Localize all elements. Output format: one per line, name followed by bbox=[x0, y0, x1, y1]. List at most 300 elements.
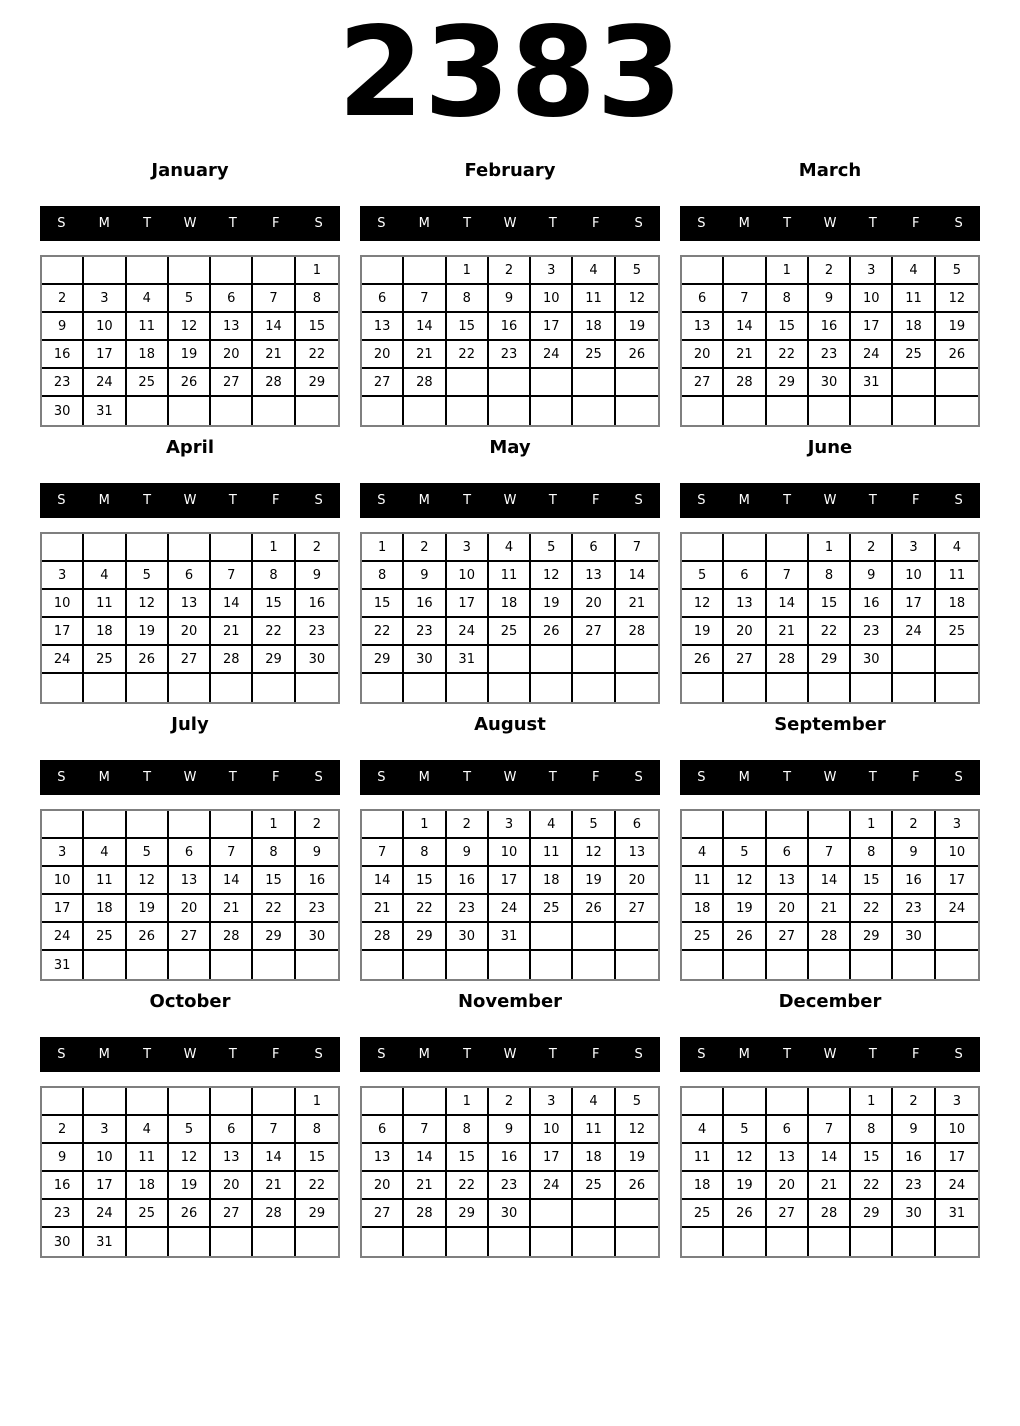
day-cell bbox=[127, 1228, 169, 1256]
day-cell: 6 bbox=[362, 1116, 404, 1144]
day-cell: 3 bbox=[936, 811, 978, 839]
weekday-header bbox=[680, 1037, 980, 1072]
day-cell bbox=[573, 1200, 615, 1228]
day-cell bbox=[84, 1088, 126, 1116]
day-cell: 31 bbox=[851, 369, 893, 397]
day-cell bbox=[42, 534, 84, 562]
day-cell: 10 bbox=[893, 562, 935, 590]
weekday-label: F bbox=[271, 216, 280, 231]
day-cell bbox=[682, 257, 724, 285]
month-title: April bbox=[165, 437, 215, 458]
day-cell bbox=[616, 1228, 658, 1256]
day-cell: 25 bbox=[573, 341, 615, 369]
day-cell bbox=[404, 257, 446, 285]
day-cell: 14 bbox=[211, 867, 253, 895]
day-cell: 30 bbox=[893, 1200, 935, 1228]
day-cell bbox=[682, 951, 724, 979]
day-cell bbox=[404, 397, 446, 425]
day-cell: 11 bbox=[682, 1144, 724, 1172]
day-cell: 25 bbox=[84, 646, 126, 674]
day-cell: 16 bbox=[296, 590, 338, 618]
weekday-label: S bbox=[697, 216, 706, 231]
day-cell: 13 bbox=[767, 867, 809, 895]
day-cell: 26 bbox=[573, 895, 615, 923]
day-cell: 17 bbox=[936, 1144, 978, 1172]
day-cell: 14 bbox=[404, 313, 446, 341]
weekday-label: T bbox=[868, 493, 877, 508]
day-cell: 12 bbox=[616, 285, 658, 313]
day-cell bbox=[489, 397, 531, 425]
day-cell: 2 bbox=[42, 285, 84, 313]
day-cell: 9 bbox=[893, 839, 935, 867]
month-title: December bbox=[778, 991, 882, 1012]
day-cell: 12 bbox=[169, 313, 211, 341]
day-cell bbox=[616, 923, 658, 951]
day-cell: 29 bbox=[404, 923, 446, 951]
day-cell bbox=[936, 397, 978, 425]
day-cell bbox=[489, 674, 531, 702]
day-cell: 25 bbox=[936, 618, 978, 646]
day-cell bbox=[851, 674, 893, 702]
weekday-label: S bbox=[954, 493, 963, 508]
weekday-label: W bbox=[183, 216, 197, 231]
day-cell: 2 bbox=[851, 534, 893, 562]
month-title: June bbox=[807, 437, 853, 458]
day-cell: 17 bbox=[531, 1144, 573, 1172]
day-cell: 12 bbox=[724, 867, 766, 895]
day-cell bbox=[573, 369, 615, 397]
day-cell: 5 bbox=[127, 839, 169, 867]
day-cell bbox=[531, 951, 573, 979]
day-cell: 2 bbox=[296, 811, 338, 839]
day-cell bbox=[851, 951, 893, 979]
day-cell bbox=[362, 1088, 404, 1116]
weekday-label: S bbox=[57, 1047, 66, 1062]
day-cell: 18 bbox=[573, 313, 615, 341]
day-cell: 5 bbox=[724, 839, 766, 867]
day-cell: 5 bbox=[531, 534, 573, 562]
day-cell bbox=[573, 397, 615, 425]
day-cell: 29 bbox=[253, 923, 295, 951]
weekday-label: F bbox=[271, 493, 280, 508]
day-cell: 7 bbox=[253, 1116, 295, 1144]
day-cell bbox=[296, 674, 338, 702]
day-cell: 21 bbox=[253, 341, 295, 369]
weekday-label: T bbox=[783, 216, 792, 231]
day-cell: 8 bbox=[362, 562, 404, 590]
day-grid bbox=[40, 532, 340, 704]
day-cell bbox=[573, 923, 615, 951]
day-cell: 27 bbox=[724, 646, 766, 674]
day-cell: 3 bbox=[447, 534, 489, 562]
day-cell: 12 bbox=[724, 1144, 766, 1172]
day-cell: 4 bbox=[682, 839, 724, 867]
day-cell: 15 bbox=[851, 1144, 893, 1172]
day-cell: 17 bbox=[489, 867, 531, 895]
day-cell: 28 bbox=[767, 646, 809, 674]
day-cell: 19 bbox=[682, 618, 724, 646]
day-cell: 28 bbox=[724, 369, 766, 397]
month-block bbox=[360, 981, 660, 1258]
day-cell: 13 bbox=[616, 839, 658, 867]
month-title: October bbox=[149, 991, 231, 1012]
weekday-label: T bbox=[228, 216, 237, 231]
day-cell bbox=[893, 951, 935, 979]
day-cell: 14 bbox=[616, 562, 658, 590]
day-cell: 23 bbox=[893, 1172, 935, 1200]
day-cell: 20 bbox=[724, 618, 766, 646]
day-cell: 28 bbox=[253, 369, 295, 397]
day-cell bbox=[936, 646, 978, 674]
day-cell: 7 bbox=[362, 839, 404, 867]
day-cell: 21 bbox=[809, 1172, 851, 1200]
day-cell: 14 bbox=[724, 313, 766, 341]
day-cell bbox=[84, 674, 126, 702]
day-grid bbox=[680, 1086, 980, 1258]
day-cell: 28 bbox=[211, 646, 253, 674]
day-cell: 18 bbox=[893, 313, 935, 341]
calendar-grid bbox=[40, 150, 980, 1258]
weekday-label: T bbox=[783, 493, 792, 508]
day-cell: 21 bbox=[404, 341, 446, 369]
day-cell bbox=[724, 397, 766, 425]
day-cell: 29 bbox=[296, 369, 338, 397]
day-cell: 25 bbox=[893, 341, 935, 369]
day-cell: 30 bbox=[851, 646, 893, 674]
day-cell: 7 bbox=[404, 1116, 446, 1144]
day-cell: 3 bbox=[489, 811, 531, 839]
day-cell bbox=[42, 674, 84, 702]
day-cell: 11 bbox=[489, 562, 531, 590]
day-cell: 8 bbox=[253, 839, 295, 867]
weekday-label: S bbox=[634, 493, 643, 508]
day-cell: 21 bbox=[211, 618, 253, 646]
day-cell: 14 bbox=[362, 867, 404, 895]
day-grid bbox=[680, 809, 980, 981]
month-block bbox=[40, 981, 340, 1258]
weekday-label: T bbox=[228, 1047, 237, 1062]
day-cell bbox=[767, 1088, 809, 1116]
day-cell: 22 bbox=[851, 1172, 893, 1200]
weekday-label: M bbox=[738, 770, 750, 785]
day-cell: 25 bbox=[84, 923, 126, 951]
weekday-label: W bbox=[823, 493, 837, 508]
day-cell: 3 bbox=[851, 257, 893, 285]
day-cell: 10 bbox=[936, 839, 978, 867]
day-cell: 1 bbox=[447, 257, 489, 285]
day-cell bbox=[489, 369, 531, 397]
day-cell: 31 bbox=[84, 1228, 126, 1256]
day-cell: 10 bbox=[84, 313, 126, 341]
day-cell bbox=[531, 1200, 573, 1228]
day-cell: 22 bbox=[253, 895, 295, 923]
weekday-label: S bbox=[954, 770, 963, 785]
month-block bbox=[360, 150, 660, 427]
day-cell bbox=[682, 534, 724, 562]
day-cell bbox=[682, 811, 724, 839]
day-cell: 3 bbox=[84, 1116, 126, 1144]
weekday-header bbox=[40, 1037, 340, 1072]
day-cell: 23 bbox=[296, 618, 338, 646]
weekday-label: W bbox=[183, 493, 197, 508]
day-cell: 17 bbox=[84, 341, 126, 369]
day-cell bbox=[682, 674, 724, 702]
day-cell: 9 bbox=[489, 285, 531, 313]
weekday-label: T bbox=[548, 770, 557, 785]
day-cell: 31 bbox=[447, 646, 489, 674]
weekday-header bbox=[360, 1037, 660, 1072]
weekday-label: M bbox=[738, 216, 750, 231]
day-cell: 10 bbox=[489, 839, 531, 867]
day-cell: 31 bbox=[489, 923, 531, 951]
day-cell: 5 bbox=[169, 1116, 211, 1144]
day-cell bbox=[404, 674, 446, 702]
day-cell: 12 bbox=[169, 1144, 211, 1172]
day-cell bbox=[169, 257, 211, 285]
day-cell: 20 bbox=[211, 1172, 253, 1200]
day-cell bbox=[253, 674, 295, 702]
weekday-label: S bbox=[634, 1047, 643, 1062]
day-cell: 5 bbox=[616, 257, 658, 285]
weekday-label: T bbox=[463, 1047, 472, 1062]
day-grid bbox=[360, 1086, 660, 1258]
weekday-label: T bbox=[548, 216, 557, 231]
day-cell: 24 bbox=[489, 895, 531, 923]
day-cell bbox=[404, 951, 446, 979]
day-cell bbox=[573, 1228, 615, 1256]
day-cell bbox=[616, 1200, 658, 1228]
day-cell: 2 bbox=[893, 1088, 935, 1116]
day-cell: 7 bbox=[809, 1116, 851, 1144]
day-cell: 4 bbox=[127, 285, 169, 313]
weekday-label: S bbox=[377, 770, 386, 785]
day-cell: 18 bbox=[489, 590, 531, 618]
weekday-label: S bbox=[634, 216, 643, 231]
day-cell: 16 bbox=[447, 867, 489, 895]
day-cell: 24 bbox=[42, 646, 84, 674]
day-cell: 11 bbox=[893, 285, 935, 313]
day-cell: 24 bbox=[84, 369, 126, 397]
day-cell: 13 bbox=[724, 590, 766, 618]
day-cell bbox=[127, 534, 169, 562]
day-cell: 1 bbox=[767, 257, 809, 285]
day-cell: 10 bbox=[531, 1116, 573, 1144]
day-cell: 7 bbox=[724, 285, 766, 313]
day-cell bbox=[616, 674, 658, 702]
day-cell: 7 bbox=[616, 534, 658, 562]
weekday-label: F bbox=[591, 493, 600, 508]
day-cell: 19 bbox=[127, 895, 169, 923]
day-cell bbox=[127, 1088, 169, 1116]
day-cell: 8 bbox=[253, 562, 295, 590]
day-cell: 13 bbox=[169, 590, 211, 618]
day-cell: 15 bbox=[362, 590, 404, 618]
day-cell bbox=[296, 951, 338, 979]
day-cell: 6 bbox=[682, 285, 724, 313]
year-title: 2383 bbox=[337, 1, 683, 145]
day-cell: 27 bbox=[362, 369, 404, 397]
day-cell bbox=[362, 257, 404, 285]
day-cell: 4 bbox=[573, 257, 615, 285]
day-cell: 28 bbox=[809, 923, 851, 951]
day-cell: 16 bbox=[893, 867, 935, 895]
day-cell: 9 bbox=[42, 313, 84, 341]
day-cell: 9 bbox=[809, 285, 851, 313]
day-cell: 7 bbox=[211, 562, 253, 590]
day-grid bbox=[40, 809, 340, 981]
day-cell: 7 bbox=[253, 285, 295, 313]
day-cell bbox=[724, 674, 766, 702]
weekday-label: S bbox=[377, 1047, 386, 1062]
day-cell: 30 bbox=[296, 646, 338, 674]
day-cell: 31 bbox=[42, 951, 84, 979]
day-cell: 17 bbox=[84, 1172, 126, 1200]
day-cell bbox=[211, 811, 253, 839]
day-cell bbox=[767, 397, 809, 425]
weekday-label: M bbox=[98, 216, 110, 231]
weekday-label: F bbox=[911, 216, 920, 231]
day-cell: 26 bbox=[724, 923, 766, 951]
day-cell bbox=[489, 1228, 531, 1256]
day-cell: 22 bbox=[851, 895, 893, 923]
weekday-label: T bbox=[463, 770, 472, 785]
day-cell bbox=[253, 1088, 295, 1116]
day-cell: 19 bbox=[724, 895, 766, 923]
weekday-label: S bbox=[57, 493, 66, 508]
day-cell: 22 bbox=[809, 618, 851, 646]
day-cell: 9 bbox=[296, 562, 338, 590]
day-cell bbox=[447, 397, 489, 425]
day-cell bbox=[296, 397, 338, 425]
day-cell: 4 bbox=[84, 562, 126, 590]
day-cell: 17 bbox=[531, 313, 573, 341]
day-cell: 20 bbox=[211, 341, 253, 369]
day-cell: 4 bbox=[84, 839, 126, 867]
day-cell bbox=[724, 1228, 766, 1256]
day-cell bbox=[724, 1088, 766, 1116]
day-cell bbox=[127, 674, 169, 702]
day-cell: 9 bbox=[296, 839, 338, 867]
month-title: February bbox=[464, 160, 556, 181]
day-cell: 3 bbox=[42, 839, 84, 867]
weekday-label: M bbox=[418, 493, 430, 508]
day-cell: 24 bbox=[936, 895, 978, 923]
day-cell bbox=[724, 534, 766, 562]
day-cell bbox=[404, 1228, 446, 1256]
day-cell: 12 bbox=[682, 590, 724, 618]
day-cell bbox=[84, 811, 126, 839]
month-block bbox=[680, 981, 980, 1258]
day-cell: 30 bbox=[42, 1228, 84, 1256]
weekday-label: M bbox=[418, 1047, 430, 1062]
day-cell: 23 bbox=[893, 895, 935, 923]
day-cell bbox=[447, 1228, 489, 1256]
day-cell: 26 bbox=[682, 646, 724, 674]
day-cell bbox=[767, 534, 809, 562]
day-cell: 22 bbox=[362, 618, 404, 646]
day-cell bbox=[211, 397, 253, 425]
day-cell bbox=[127, 811, 169, 839]
day-cell: 13 bbox=[362, 313, 404, 341]
day-cell: 18 bbox=[682, 1172, 724, 1200]
weekday-label: W bbox=[823, 1047, 837, 1062]
day-cell: 8 bbox=[296, 1116, 338, 1144]
day-cell: 18 bbox=[127, 1172, 169, 1200]
day-cell bbox=[851, 1228, 893, 1256]
month-block bbox=[40, 427, 340, 704]
weekday-label: F bbox=[271, 1047, 280, 1062]
day-cell: 13 bbox=[573, 562, 615, 590]
weekday-header bbox=[680, 760, 980, 795]
weekday-label: S bbox=[314, 1047, 323, 1062]
day-cell bbox=[767, 1228, 809, 1256]
day-cell bbox=[724, 811, 766, 839]
day-grid bbox=[360, 532, 660, 704]
day-cell bbox=[362, 951, 404, 979]
day-cell: 20 bbox=[573, 590, 615, 618]
day-cell: 25 bbox=[682, 923, 724, 951]
day-cell: 1 bbox=[447, 1088, 489, 1116]
day-cell: 13 bbox=[682, 313, 724, 341]
day-cell: 24 bbox=[42, 923, 84, 951]
day-cell: 18 bbox=[682, 895, 724, 923]
day-cell bbox=[169, 674, 211, 702]
day-cell: 16 bbox=[404, 590, 446, 618]
day-cell bbox=[531, 923, 573, 951]
weekday-header bbox=[40, 760, 340, 795]
weekday-header bbox=[40, 483, 340, 518]
day-cell: 16 bbox=[296, 867, 338, 895]
day-cell: 27 bbox=[616, 895, 658, 923]
weekday-label: W bbox=[503, 216, 517, 231]
month-block bbox=[680, 704, 980, 981]
day-cell: 30 bbox=[42, 397, 84, 425]
day-cell: 26 bbox=[169, 369, 211, 397]
day-cell: 23 bbox=[489, 341, 531, 369]
day-cell bbox=[42, 1088, 84, 1116]
day-cell: 21 bbox=[404, 1172, 446, 1200]
day-cell: 18 bbox=[84, 618, 126, 646]
day-cell: 19 bbox=[169, 1172, 211, 1200]
day-cell: 22 bbox=[404, 895, 446, 923]
day-cell: 22 bbox=[296, 341, 338, 369]
day-cell: 10 bbox=[936, 1116, 978, 1144]
day-cell: 5 bbox=[616, 1088, 658, 1116]
day-cell: 11 bbox=[531, 839, 573, 867]
day-cell: 25 bbox=[573, 1172, 615, 1200]
weekday-label: T bbox=[868, 1047, 877, 1062]
weekday-label: S bbox=[57, 770, 66, 785]
weekday-label: W bbox=[503, 1047, 517, 1062]
day-cell: 3 bbox=[531, 1088, 573, 1116]
weekday-label: F bbox=[591, 1047, 600, 1062]
day-cell: 13 bbox=[362, 1144, 404, 1172]
day-cell: 4 bbox=[936, 534, 978, 562]
day-cell: 22 bbox=[447, 341, 489, 369]
day-cell: 5 bbox=[724, 1116, 766, 1144]
weekday-header bbox=[360, 483, 660, 518]
day-cell: 17 bbox=[447, 590, 489, 618]
day-cell: 8 bbox=[851, 839, 893, 867]
day-cell: 6 bbox=[211, 1116, 253, 1144]
day-grid bbox=[360, 255, 660, 427]
weekday-label: M bbox=[418, 216, 430, 231]
day-cell: 12 bbox=[531, 562, 573, 590]
weekday-label: F bbox=[911, 493, 920, 508]
day-cell bbox=[362, 1228, 404, 1256]
weekday-label: T bbox=[228, 770, 237, 785]
day-cell bbox=[489, 951, 531, 979]
